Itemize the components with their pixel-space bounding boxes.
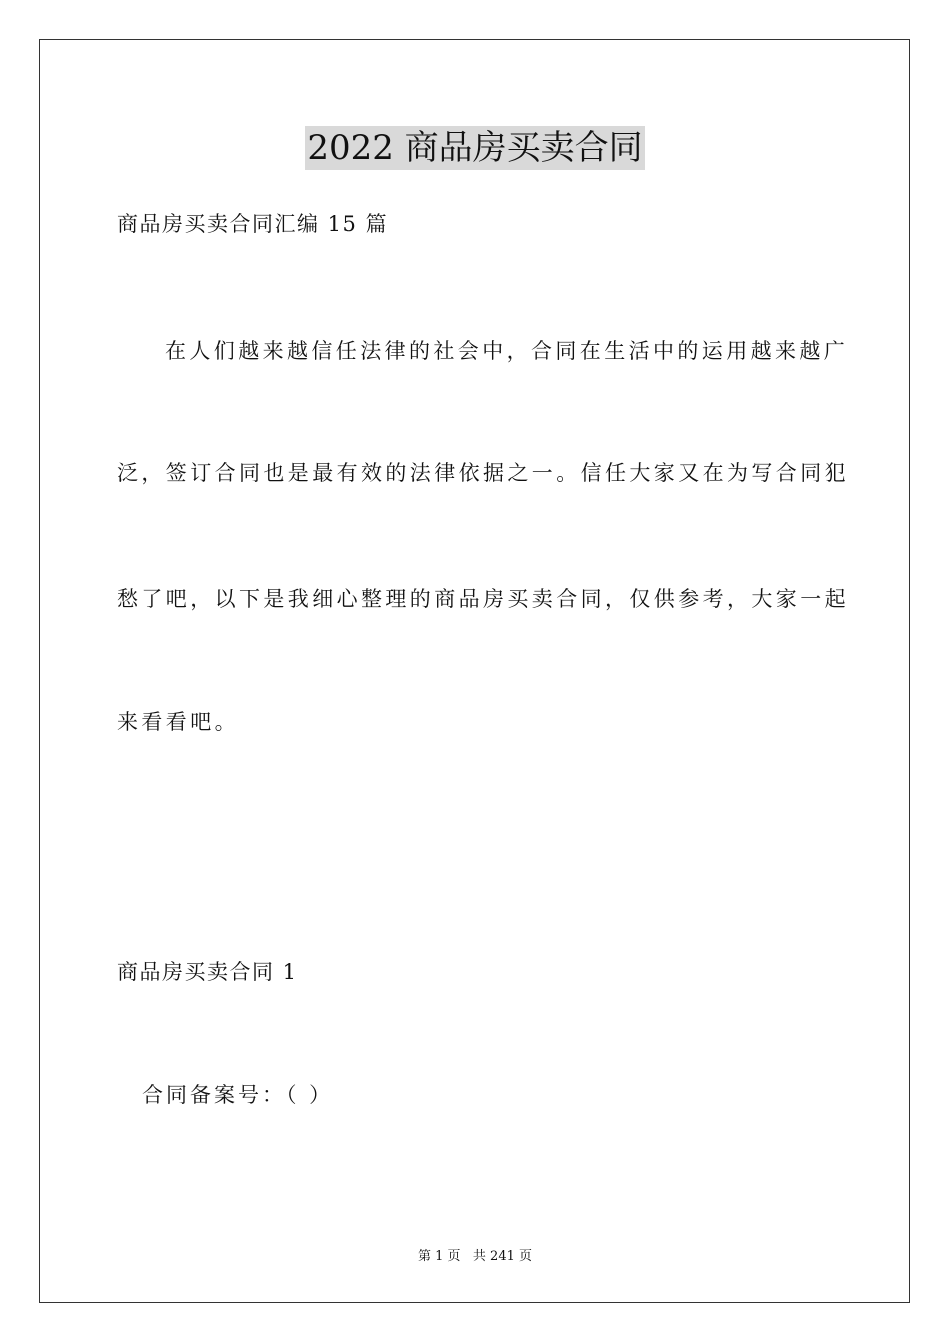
intro-line-4: 来看看吧。 [117, 710, 239, 734]
contract-record-number-label: 合同备案号：（ ） [142, 1083, 334, 1107]
section-heading: 商品房买卖合同 1 [117, 960, 298, 984]
intro-line-2: 泛，签订合同也是最有效的法律依据之一。信任大家又在为写合同犯 [117, 461, 849, 485]
document-title: 2022 商品房买卖合同 [307, 128, 643, 168]
intro-line-3: 愁了吧，以下是我细心整理的商品房买卖合同，仅供参考，大家一起 [117, 587, 849, 611]
title-container [0, 126, 950, 170]
page-footer: 第 1 页 共 241 页 [417, 1249, 532, 1264]
document-subtitle: 商品房买卖合同汇编 15 篇 [117, 212, 389, 236]
intro-line-1: 在人们越来越信任法律的社会中，合同在生活中的运用越来越广 [165, 339, 849, 363]
